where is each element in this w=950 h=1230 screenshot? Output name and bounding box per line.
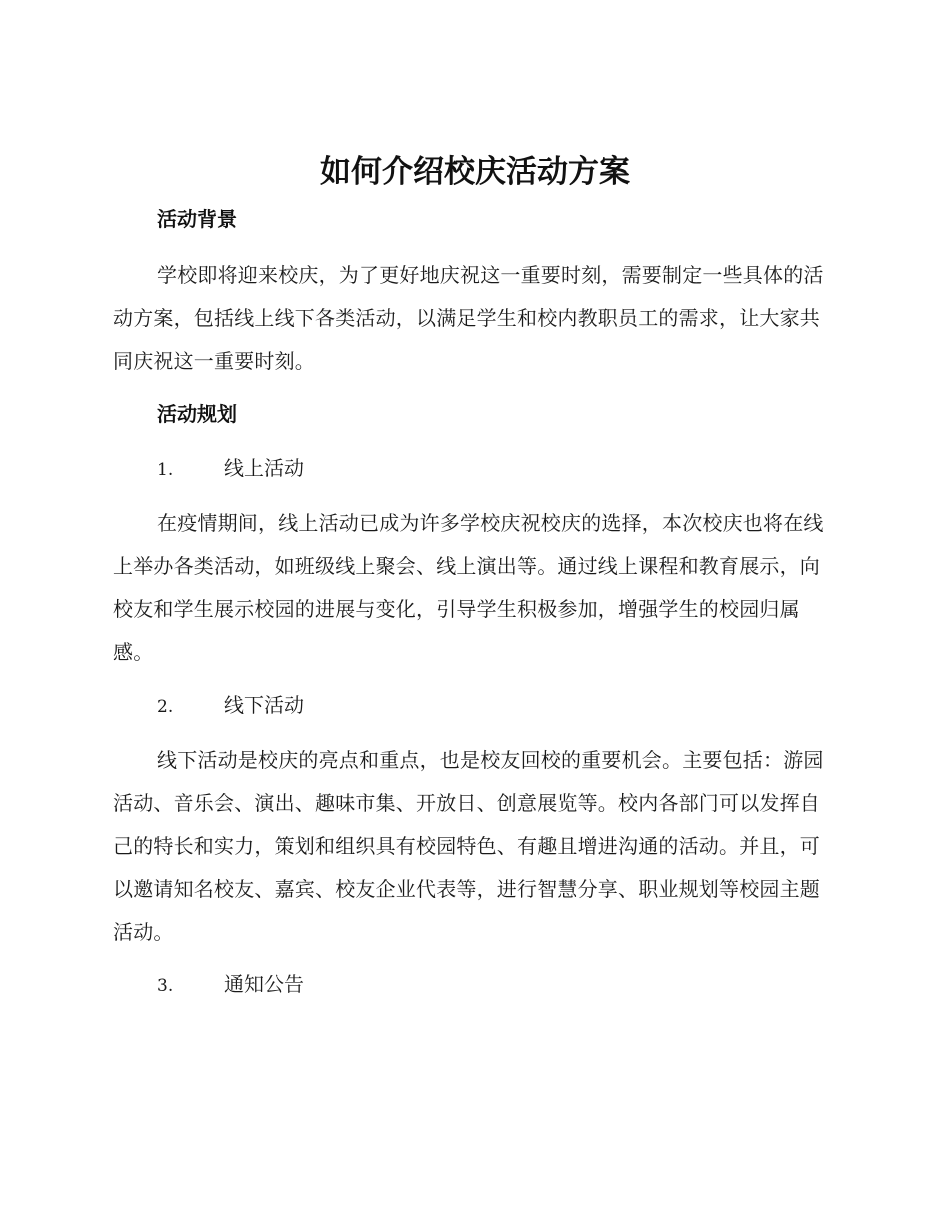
list-item-number: 1. <box>157 460 174 480</box>
paragraph-background: 学校即将迎来校庆，为了更好地庆祝这一重要时刻，需要制定一些具体的活动方案，包括线上线下各类活动，以满足学生和校内教职员工的需求，让大家共同庆祝这一重要时刻。 <box>113 263 824 373</box>
paragraph-offline: 线下活动是校庆的亮点和重点，也是校友回校的重要机会。主要包括：游园活动、音乐会、演出、趣味市集、开放日、创意展览等。校内各部门可以发挥自己的特长和实力，策划和组织具有校园特色、有趣且增进沟通的活动。并且，可以邀请知名校友、嘉宾、校友企业代表等，进行智慧分享、职业规划等校园主题活动。 <box>113 748 824 944</box>
list-item-label: 线上活动 <box>224 456 304 480</box>
list-item-label: 线下活动 <box>224 693 304 717</box>
section-heading-background: 活动背景 <box>157 207 237 231</box>
list-item-number: 2. <box>157 697 174 717</box>
document-title: 如何介绍校庆活动方案 <box>320 154 630 190</box>
list-item-label: 通知公告 <box>224 972 304 996</box>
list-item-online <box>157 453 304 483</box>
list-item-notice <box>157 969 304 999</box>
section-heading-planning: 活动规划 <box>157 402 237 426</box>
list-item-offline <box>157 690 304 720</box>
paragraph-online: 在疫情期间，线上活动已成为许多学校庆祝校庆的选择，本次校庆也将在线上举办各类活动，如班级线上聚会、线上演出等。通过线上课程和教育展示，向校友和学生展示校园的进展与变化，引导学生积极参加，增强学生的校园归属感。 <box>113 511 824 664</box>
list-item-number: 3. <box>157 976 174 996</box>
